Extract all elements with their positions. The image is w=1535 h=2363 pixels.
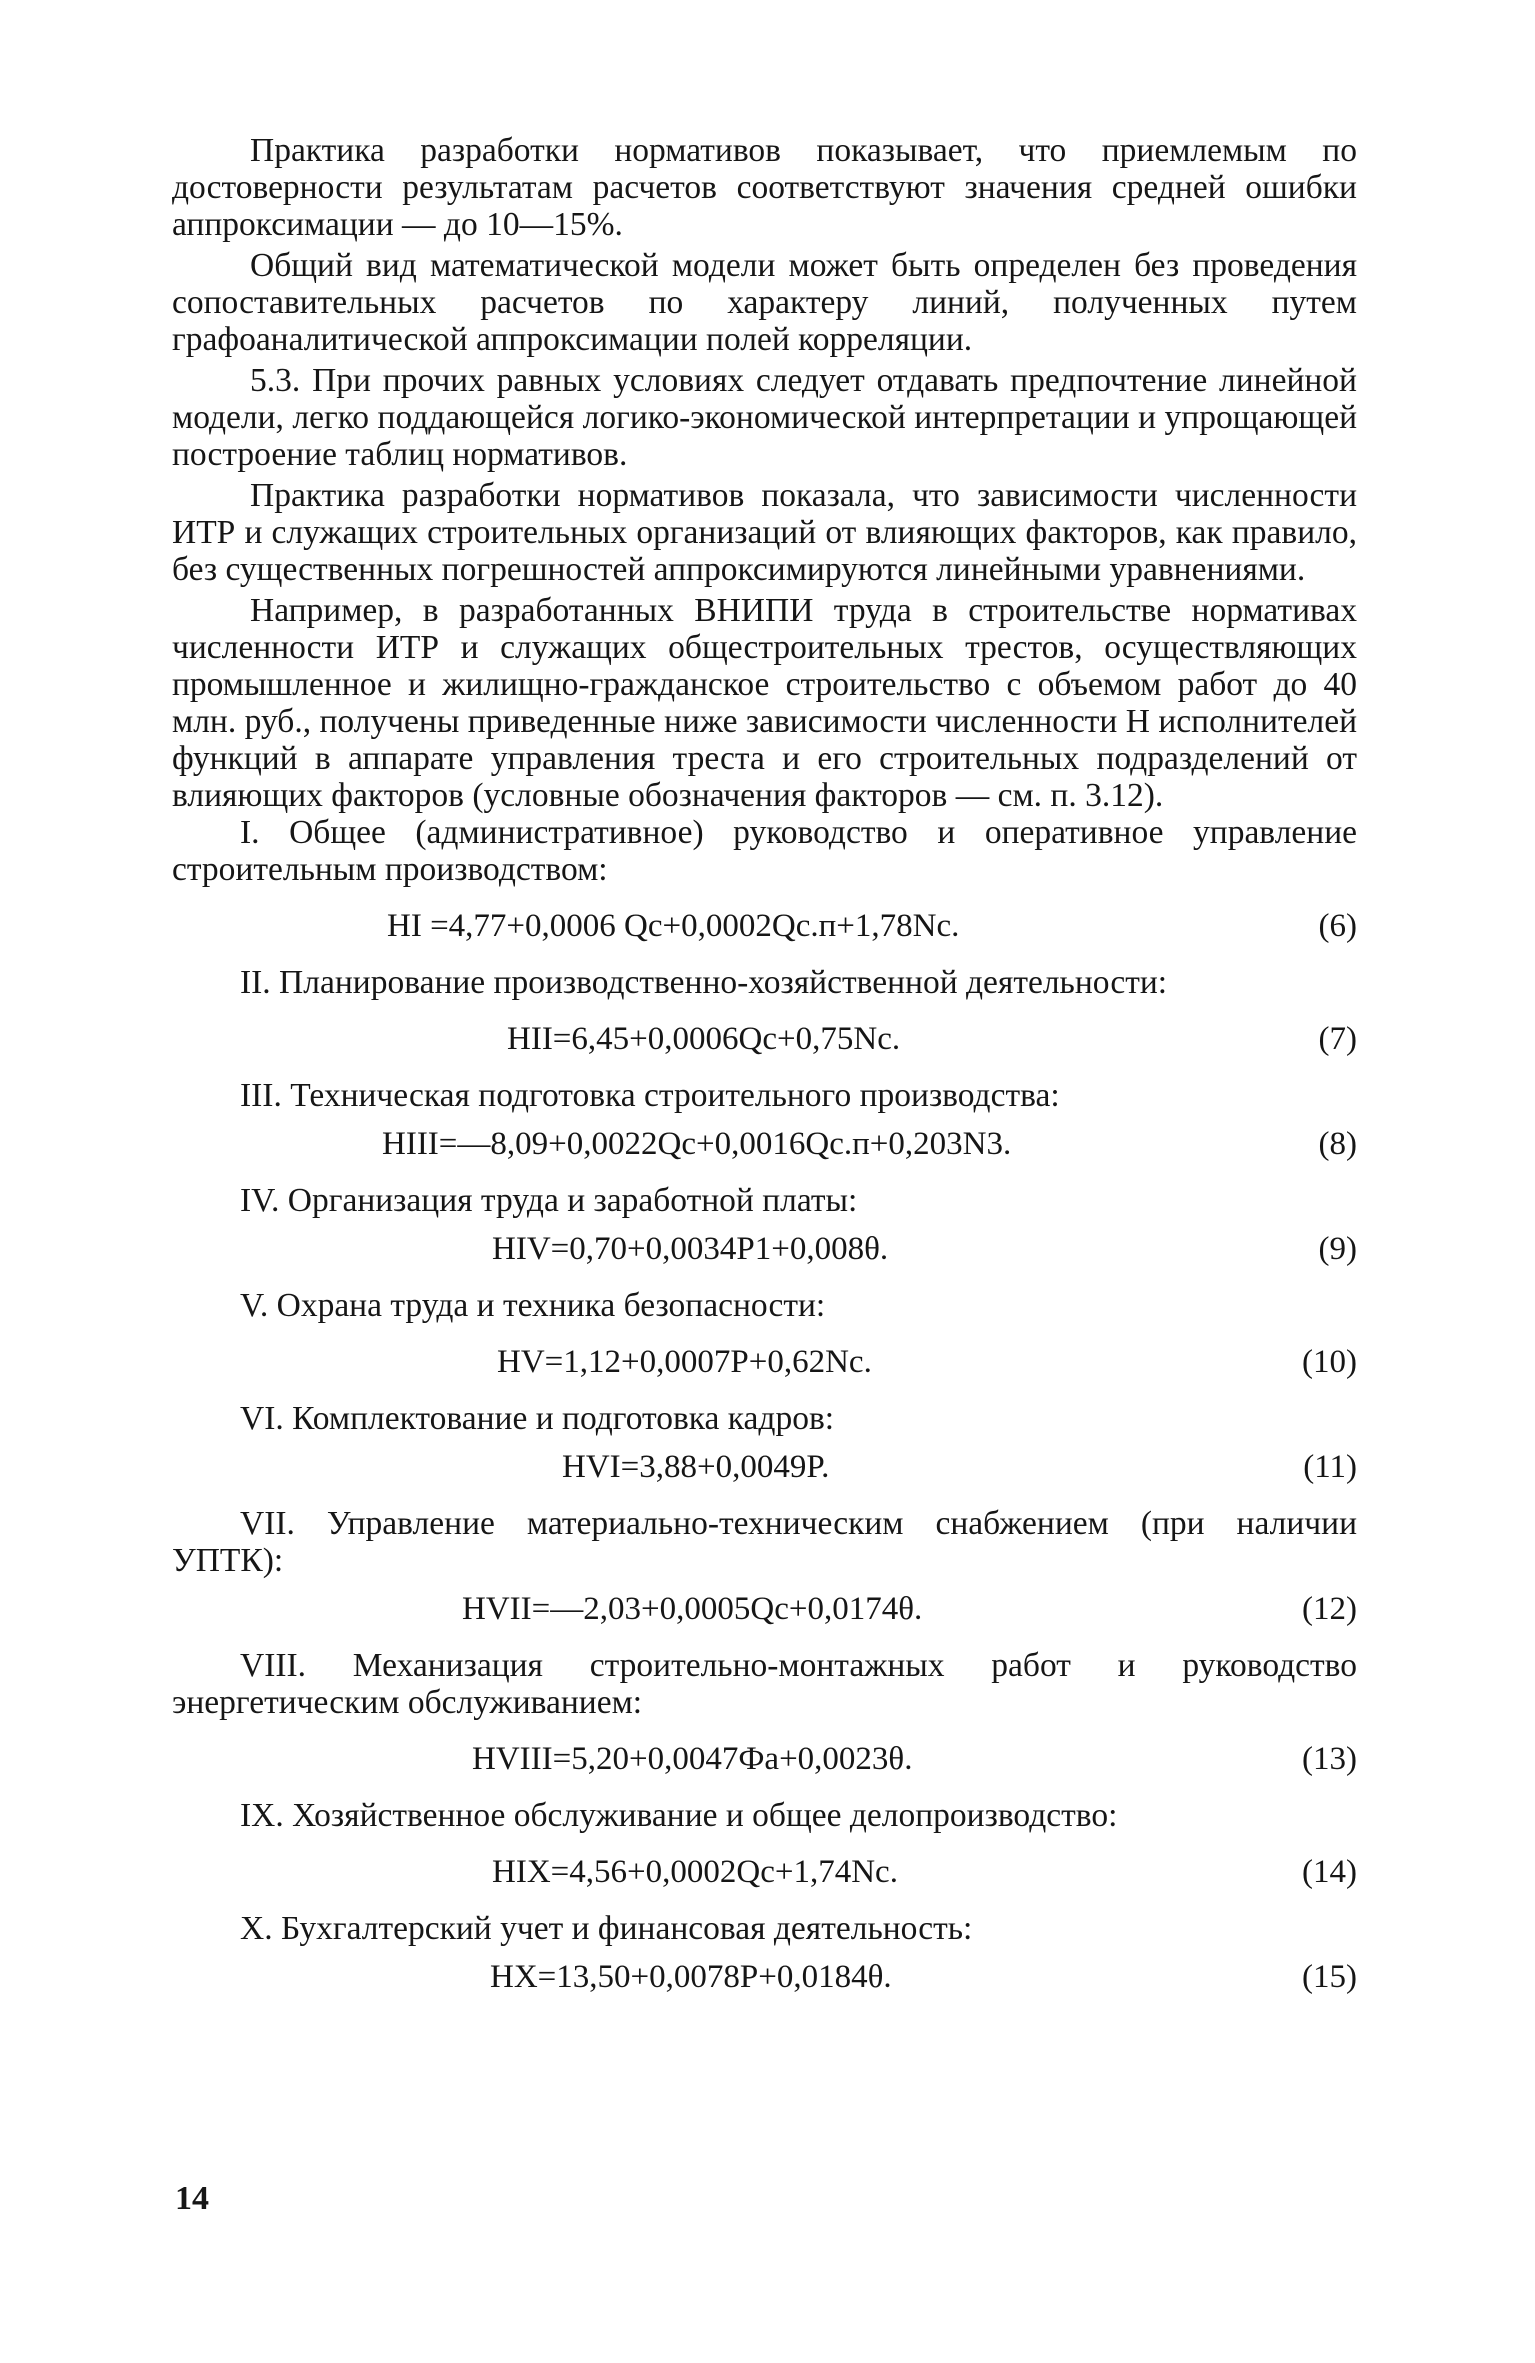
- formula-expression: НII=6,45+0,0006Qс+0,75Nс.: [507, 1021, 901, 1057]
- formula-row: [172, 1338, 1357, 1386]
- formula-expression: НX=13,50+0,0078P+0,0184θ.: [490, 1959, 892, 1995]
- section-heading: VI. Комплектование и подготовка кадров:: [240, 1400, 835, 1437]
- section-10: [172, 1910, 1357, 2001]
- formula-row: [172, 902, 1357, 950]
- section-1: [172, 814, 1357, 950]
- formula-expression: НIX=4,56+0,0002Qс+1,74Nс.: [492, 1854, 898, 1890]
- formula-expression: НVIII=5,20+0,0047Фа+0,0023θ.: [472, 1741, 913, 1777]
- formula-expression: НVI=3,88+0,0049P.: [562, 1449, 830, 1485]
- formula-number: (7): [1318, 1021, 1357, 1057]
- formula-number: (11): [1303, 1449, 1357, 1485]
- formula-row: [172, 1443, 1357, 1491]
- section-heading: IX. Хозяйственное обслуживание и общее делопроизводство:: [240, 1797, 1118, 1834]
- section-heading: V. Охрана труда и техника безопасности:: [240, 1287, 826, 1324]
- section-heading: VII. Управление материально-техническим снабжением (при наличии УПТК):: [172, 1505, 1357, 1579]
- section-heading: I. Общее (административное) руководство и оперативное управление строительным производством:: [172, 814, 1357, 888]
- formula-row: [172, 1120, 1357, 1168]
- page-body: [172, 132, 1357, 2009]
- formula-row: [172, 1735, 1357, 1783]
- formula-expression: НVII=—2,03+0,0005Qс+0,0174θ.: [462, 1591, 923, 1627]
- section-heading: X. Бухгалтерский учет и финансовая деятельность:: [240, 1910, 973, 1947]
- page-number: 14: [175, 2180, 209, 2217]
- formula-expression: НIV=0,70+0,0034P1+0,008θ.: [492, 1231, 889, 1267]
- formula-number: (10): [1302, 1344, 1357, 1380]
- paragraph-linear-dependencies: Практика разработки нормативов показала, что зависимости численности ИТР и служащих строительных организаций от влияющих факторов, как правило, без существенных погрешностей аппроксимируются линейными уравнениями.: [172, 477, 1357, 588]
- paragraph-approximation-error: Практика разработки нормативов показывает, что приемлемым по достоверности результатам расчетов соответствуют значения средней ошибки аппроксимации — до 10—15%.: [172, 132, 1357, 243]
- formula-number: (15): [1302, 1959, 1357, 1995]
- formula-number: (12): [1302, 1591, 1357, 1627]
- formula-row: [172, 1953, 1357, 2001]
- formula-row: [172, 1585, 1357, 1633]
- formula-row: [172, 1848, 1357, 1896]
- formula-number: (8): [1318, 1126, 1357, 1162]
- formula-number: (6): [1318, 908, 1357, 944]
- formula-row: [172, 1015, 1357, 1063]
- paragraph-example: Например, в разработанных ВНИПИ труда в строительстве нормативах численности ИТР и служащих общестроительных трестов, осуществляющих промышленное и жилищно-гражданское строительство с объемом работ до 40 млн. руб., получены приведенные ниже зависимости численности Н исполнителей функций в аппарате управления треста и его строительных подразделений от влияющих факторов (условные обозначения факторов — см. п. 3.12).: [172, 592, 1357, 814]
- section-heading: II. Планирование производственно-хозяйственной деятельности:: [240, 964, 1168, 1001]
- section-2: [172, 964, 1357, 1063]
- section-7: [172, 1505, 1357, 1633]
- paragraph-linear-model: 5.3. При прочих равных условиях следует отдавать предпочтение линейной модели, легко поддающейся логико-экономической интерпретации и упрощающей построение таблиц нормативов.: [172, 362, 1357, 473]
- section-heading: IV. Организация труда и заработной платы:: [240, 1182, 858, 1219]
- section-9: [172, 1797, 1357, 1896]
- formula-expression: НI =4,77+0,0006 Qс+0,0002Qс.п+1,78Nс.: [387, 908, 960, 944]
- formula-expression: НIII=—8,09+0,0022Qс+0,0016Qс.п+0,203N3.: [382, 1126, 1012, 1162]
- section-heading: VIII. Механизация строительно-монтажных работ и руководство энергетическим обслуживанием:: [172, 1647, 1357, 1721]
- paragraph-model-form: Общий вид математической модели может быть определен без проведения сопоставительных расчетов по характеру линий, полученных путем графоаналитической аппроксимации полей корреляции.: [172, 247, 1357, 358]
- section-6: [172, 1400, 1357, 1491]
- section-4: [172, 1182, 1357, 1273]
- section-3: [172, 1077, 1357, 1168]
- formula-expression: НV=1,12+0,0007P+0,62Nс.: [497, 1344, 872, 1380]
- formula-row: [172, 1225, 1357, 1273]
- formula-number: (14): [1302, 1854, 1357, 1890]
- section-8: [172, 1647, 1357, 1783]
- formula-number: (9): [1318, 1231, 1357, 1267]
- formula-number: (13): [1302, 1741, 1357, 1777]
- section-heading: III. Техническая подготовка строительного производства:: [240, 1077, 1060, 1114]
- section-5: [172, 1287, 1357, 1386]
